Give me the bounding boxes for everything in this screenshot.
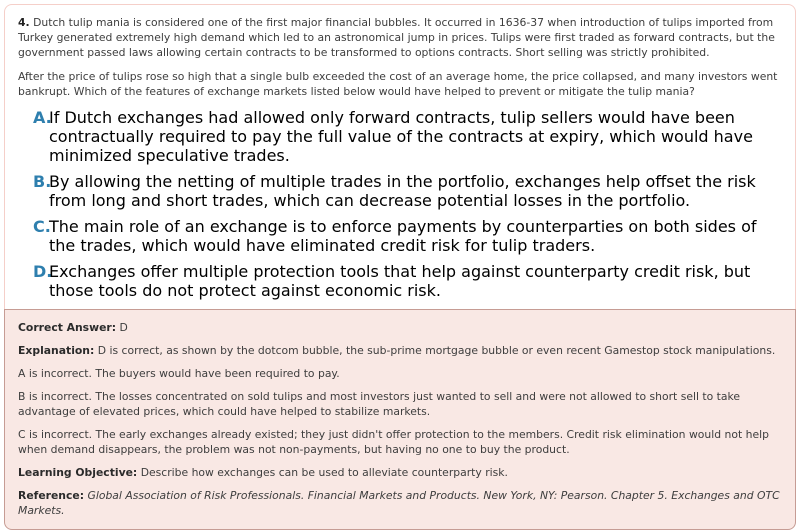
reference-text: Global Association of Risk Professionals. Financial Markets and Products. New York, NY: Pearson. Chapter 5. Exchanges and OTC Markets. [18, 489, 780, 517]
option-c-text: The main role of an exchange is to enforce payments by counterparties on both sides of the trades, which would have eliminated credit risk for tulip traders. [49, 217, 757, 255]
explanation-text: D is correct, as shown by the dotcom bubble, the sub-prime mortgage bubble or even recent Gamestop stock manipulations. [97, 344, 776, 357]
option-d-text: Exchanges offer multiple protection tools that help against counterparty credit risk, but those tools do not protect against economic risk. [49, 262, 751, 300]
option-a-text: If Dutch exchanges had allowed only forward contracts, tulip sellers would have been contractually required to pay the full value of the contracts at expiry, which would have minimized speculative trades. [49, 108, 753, 165]
option-a-letter: A. [33, 108, 52, 127]
answer-explanation-section [4, 309, 796, 530]
question-number: 4. [18, 16, 30, 29]
question-stem-text-1: Dutch tulip mania is considered one of the first major financial bubbles. It occurred in 1636-37 when introduction of tulips imported from Turkey generated extremely high demand which led to an astronomical jump in prices. Tulips were first traded as forward contracts, but the government passed laws allowing certain contracts to be transformed to options contracts. Short selling was strictly prohibited. [18, 16, 775, 59]
learning-objective-label: Learning Objective: [18, 466, 138, 479]
feedback-option-b: B is incorrect. The losses concentrated on sold tulips and most investors just wanted to sell and were not allowed to short sell to take advantage of elevated prices, which could have helped to stabilize markets. [18, 390, 741, 418]
option-d [33, 262, 782, 300]
feedback-option-c: C is incorrect. The early exchanges already existed; they just didn't offer protection to the members. Credit risk elimination would not help when demand disappears, the problem was not non-payments, but having no one to buy the product. [18, 428, 769, 456]
option-b [33, 172, 782, 210]
explanation-label: Explanation: [18, 344, 95, 357]
reference-label: Reference: [18, 489, 85, 502]
question-stem-paragraph-2: After the price of tulips rose so high that a single bulb exceeded the cost of an average home, the price collapsed, and many investors went bankrupt. Which of the features of exchange markets listed below would have helped to prevent or mitigate the tulip mania? [18, 70, 778, 98]
learning-objective-line [18, 465, 782, 480]
question-stem-paragraph-1 [18, 15, 782, 60]
option-c [33, 217, 782, 255]
learning-objective-text: Describe how exchanges can be used to alleviate counterparty risk. [140, 466, 508, 479]
option-d-letter: D. [33, 262, 53, 281]
explanation-line [18, 343, 782, 358]
feedback-option-a: A is incorrect. The buyers would have been required to pay. [18, 367, 340, 380]
option-a [33, 108, 782, 165]
quiz-question-card [4, 4, 796, 530]
option-b-text: By allowing the netting of multiple trades in the portfolio, exchanges help offset the risk from long and short trades, which can decrease potential losses in the portfolio. [49, 172, 756, 210]
correct-answer-label: Correct Answer: [18, 321, 117, 334]
question-section [4, 4, 796, 309]
correct-answer-value: D [119, 321, 128, 334]
option-b-letter: B. [33, 172, 52, 191]
answer-options-list [18, 108, 782, 300]
correct-answer-line [18, 320, 782, 335]
reference-line [18, 488, 782, 518]
option-c-letter: C. [33, 217, 51, 236]
